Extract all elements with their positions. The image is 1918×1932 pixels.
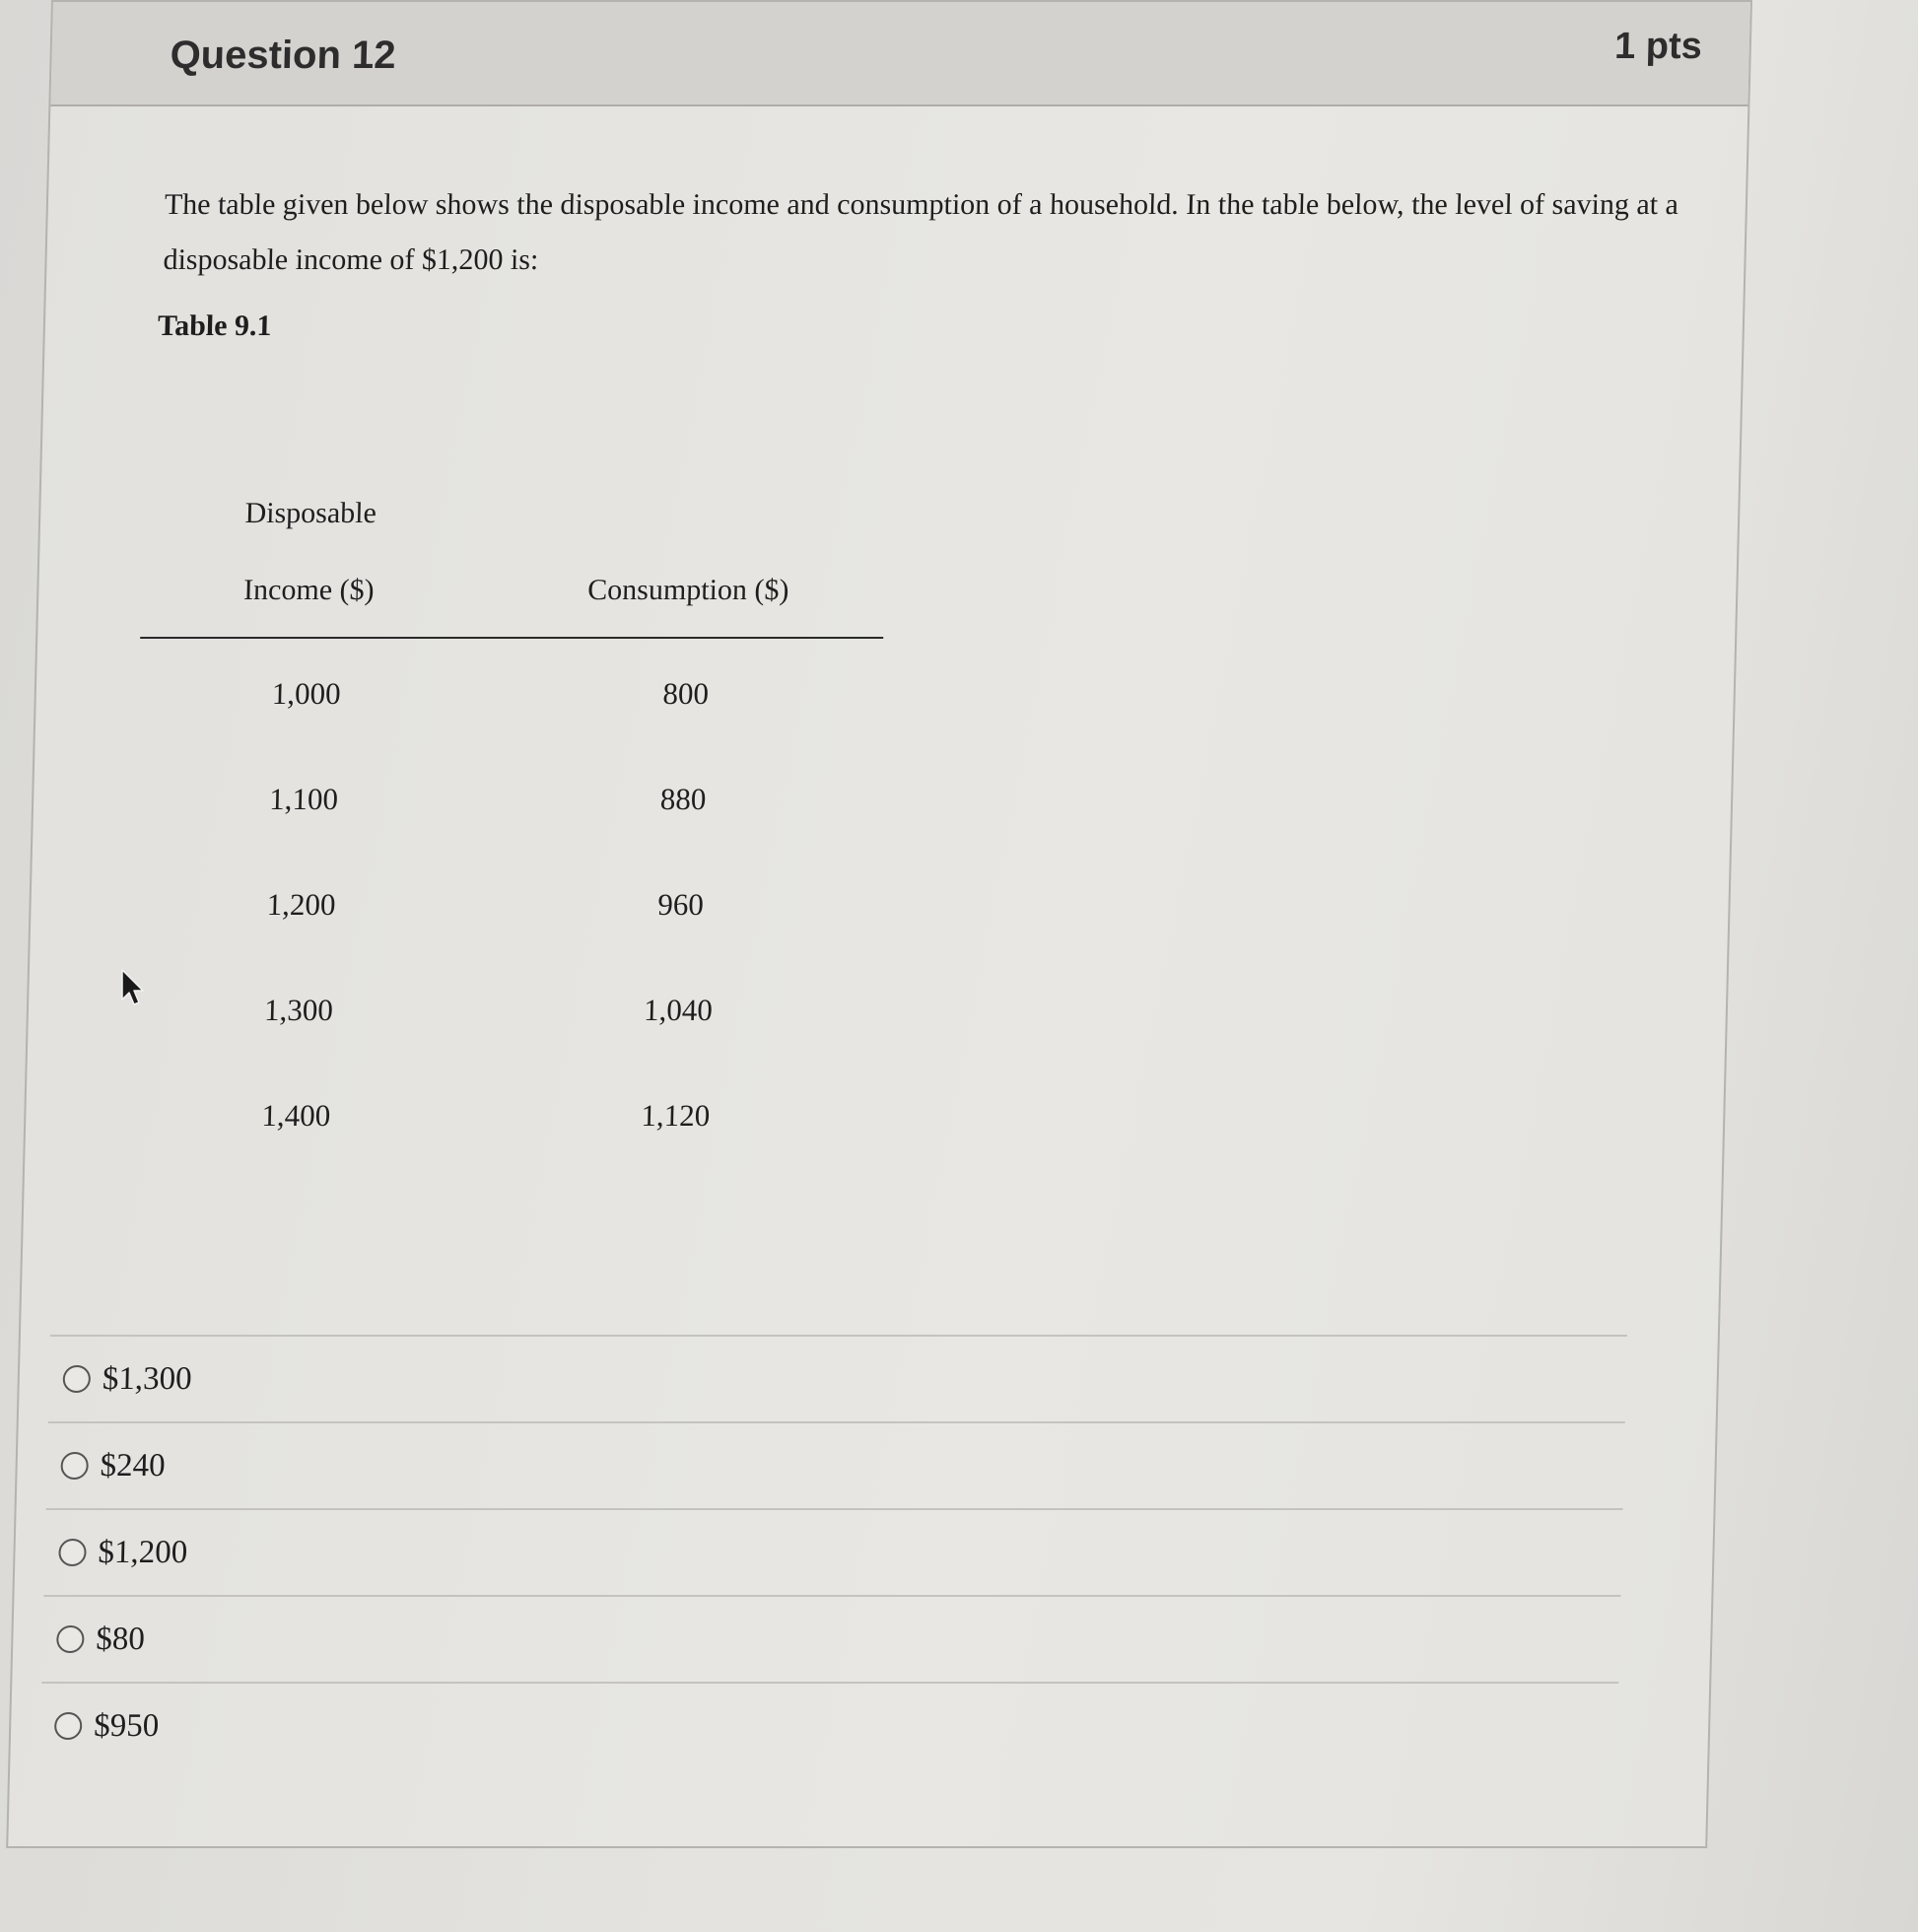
- answer-label[interactable]: $950: [93, 1708, 160, 1744]
- question-title: Question 12: [170, 34, 397, 77]
- cell-income: 1,400: [261, 1098, 331, 1133]
- cell-consumption: 800: [662, 676, 710, 711]
- answer-option[interactable]: [43, 1508, 1622, 1595]
- table-row: [130, 957, 876, 1063]
- answer-label[interactable]: $1,200: [98, 1535, 188, 1570]
- question-text: The table given below shows the disposable income and consumption of a household. In the table below, the level of saving at a disposable income of $1,200 is:: [163, 188, 1679, 276]
- cell-consumption: 960: [656, 887, 705, 922]
- cell-income: 1,100: [268, 782, 339, 816]
- header-consumption: Consumption ($): [586, 574, 789, 606]
- radio-button[interactable]: [58, 1539, 87, 1566]
- question-header: [50, 2, 1750, 106]
- cell-income: 1,300: [263, 993, 334, 1027]
- answer-option[interactable]: [46, 1421, 1625, 1508]
- answer-list: [39, 1335, 1627, 1768]
- table-header-rule: [140, 637, 883, 639]
- cell-consumption: 1,120: [641, 1098, 711, 1133]
- answer-option[interactable]: [39, 1682, 1618, 1768]
- cell-income: 1,000: [271, 676, 342, 711]
- header-income: [179, 475, 440, 629]
- question-points: 1 pts: [1613, 26, 1703, 67]
- question-card: [6, 0, 1752, 1848]
- table-row: [132, 852, 878, 957]
- header-income-line2: Income ($): [242, 574, 375, 606]
- cell-consumption: 880: [659, 782, 707, 816]
- cell-consumption: 1,040: [643, 993, 714, 1027]
- table-row: [127, 1063, 873, 1168]
- answer-option[interactable]: [41, 1595, 1620, 1682]
- table-row: [137, 641, 883, 746]
- answer-label[interactable]: $1,300: [102, 1361, 192, 1397]
- cell-income: 1,200: [266, 887, 336, 922]
- radio-button[interactable]: [56, 1625, 85, 1653]
- answer-option[interactable]: [48, 1335, 1627, 1421]
- answer-label[interactable]: $80: [95, 1622, 146, 1657]
- table-caption: Table 9.1: [157, 310, 272, 342]
- radio-button[interactable]: [60, 1452, 89, 1480]
- radio-button[interactable]: [54, 1712, 83, 1740]
- radio-button[interactable]: [62, 1365, 91, 1393]
- answer-label[interactable]: $240: [100, 1448, 167, 1484]
- header-income-line1: Disposable: [244, 497, 377, 529]
- mouse-pointer-icon: [120, 968, 146, 1009]
- table-row: [135, 746, 881, 852]
